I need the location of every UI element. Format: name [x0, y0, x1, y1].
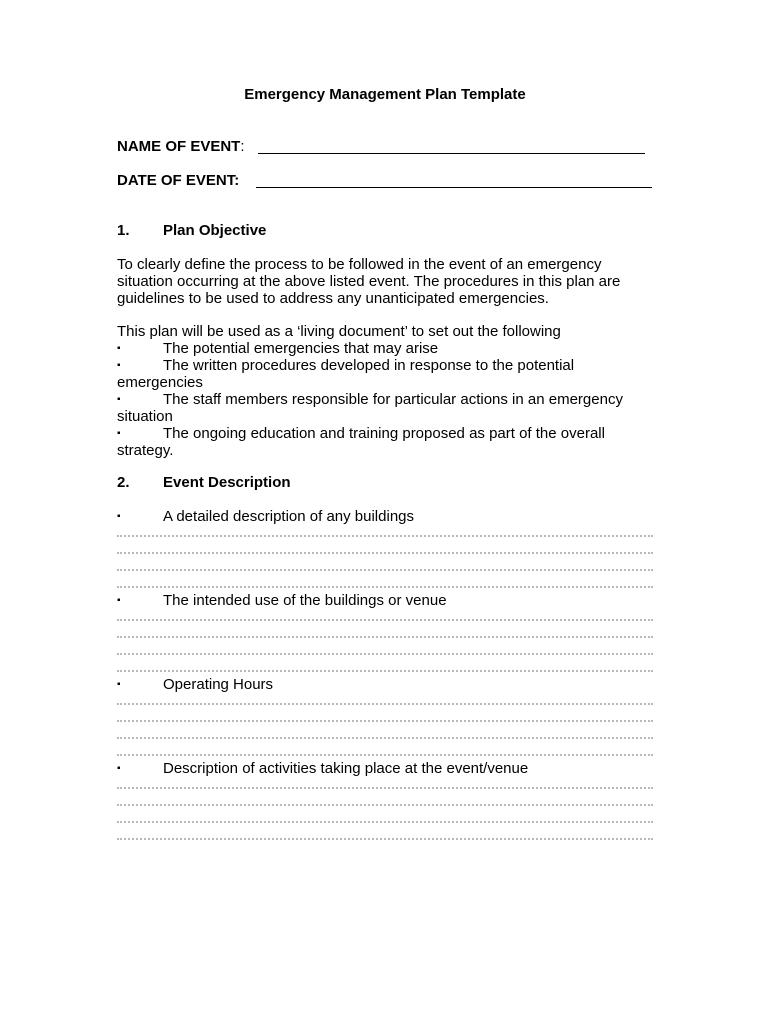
answer-line[interactable]	[117, 821, 653, 823]
answer-line[interactable]	[117, 754, 653, 756]
bullet-square-icon: ▪	[117, 763, 121, 774]
event-description-item-hours	[117, 676, 273, 693]
answer-line[interactable]	[117, 838, 653, 840]
list-item	[117, 340, 657, 357]
bullet-square-icon: ▪	[117, 679, 121, 690]
date-of-event-blank-line[interactable]	[256, 187, 652, 188]
date-of-event-label: DATE OF EVENT:	[117, 172, 240, 189]
name-of-event-label: NAME OF EVENT	[117, 138, 241, 155]
item-text: Operating Hours	[163, 676, 274, 693]
living-document-intro: This plan will be used as a ‘living document’ to set out the following	[117, 323, 561, 340]
bullet-text: The staff members responsible for particular actions in an emergency situation	[117, 391, 623, 425]
list-item	[117, 357, 657, 391]
answer-line[interactable]	[117, 586, 653, 588]
answer-line[interactable]	[117, 804, 653, 806]
bullet-text: The ongoing education and training proposed as part of the overall strategy.	[117, 425, 605, 459]
event-description-item-buildings	[117, 508, 414, 525]
item-text: A detailed description of any buildings	[163, 508, 415, 525]
bullet-square-icon: ▪	[117, 394, 121, 405]
living-document-list	[117, 323, 657, 459]
document-title: Emergency Management Plan Template	[244, 86, 526, 103]
section-1-heading	[117, 222, 266, 239]
name-of-event-blank-line[interactable]	[258, 153, 645, 154]
answer-line[interactable]	[117, 670, 653, 672]
answer-line[interactable]	[117, 787, 653, 789]
item-text: The intended use of the buildings or venue	[163, 592, 447, 609]
list-item	[117, 425, 657, 459]
answer-line[interactable]	[117, 653, 653, 655]
section-2-number: 2.	[117, 474, 130, 491]
bullet-square-icon: ▪	[117, 595, 121, 606]
plan-objective-paragraph	[117, 256, 657, 307]
section-1-number: 1.	[117, 222, 130, 239]
section-2-title: Event Description	[163, 474, 291, 491]
bullet-square-icon: ▪	[117, 428, 121, 439]
bullet-square-icon: ▪	[117, 360, 121, 371]
event-description-item-use	[117, 592, 447, 609]
bullet-text: The potential emergencies that may arise	[163, 340, 439, 357]
plan-objective-text: To clearly define the process to be followed in the event of an emergency situation occurring at the above listed event. The procedures in this plan are guidelines to be used to address any unanticipated emergencies.	[117, 256, 621, 307]
bullet-text: The written procedures developed in response to the potential emergencies	[117, 357, 575, 391]
answer-line[interactable]	[117, 552, 653, 554]
answer-line[interactable]	[117, 636, 653, 638]
bullet-square-icon: ▪	[117, 511, 121, 522]
bullet-square-icon: ▪	[117, 343, 121, 354]
date-of-event-field	[117, 172, 239, 189]
list-item	[117, 391, 657, 425]
name-of-event-field	[117, 138, 245, 155]
answer-line[interactable]	[117, 619, 653, 621]
section-1-title: Plan Objective	[163, 222, 267, 239]
name-of-event-colon: :	[240, 138, 245, 155]
item-text: Description of activities taking place at the event/venue	[163, 760, 529, 777]
section-2-heading	[117, 474, 291, 491]
answer-line[interactable]	[117, 569, 653, 571]
answer-line[interactable]	[117, 535, 653, 537]
answer-line[interactable]	[117, 737, 653, 739]
answer-line[interactable]	[117, 703, 653, 705]
event-description-item-activities	[117, 760, 528, 777]
answer-line[interactable]	[117, 720, 653, 722]
